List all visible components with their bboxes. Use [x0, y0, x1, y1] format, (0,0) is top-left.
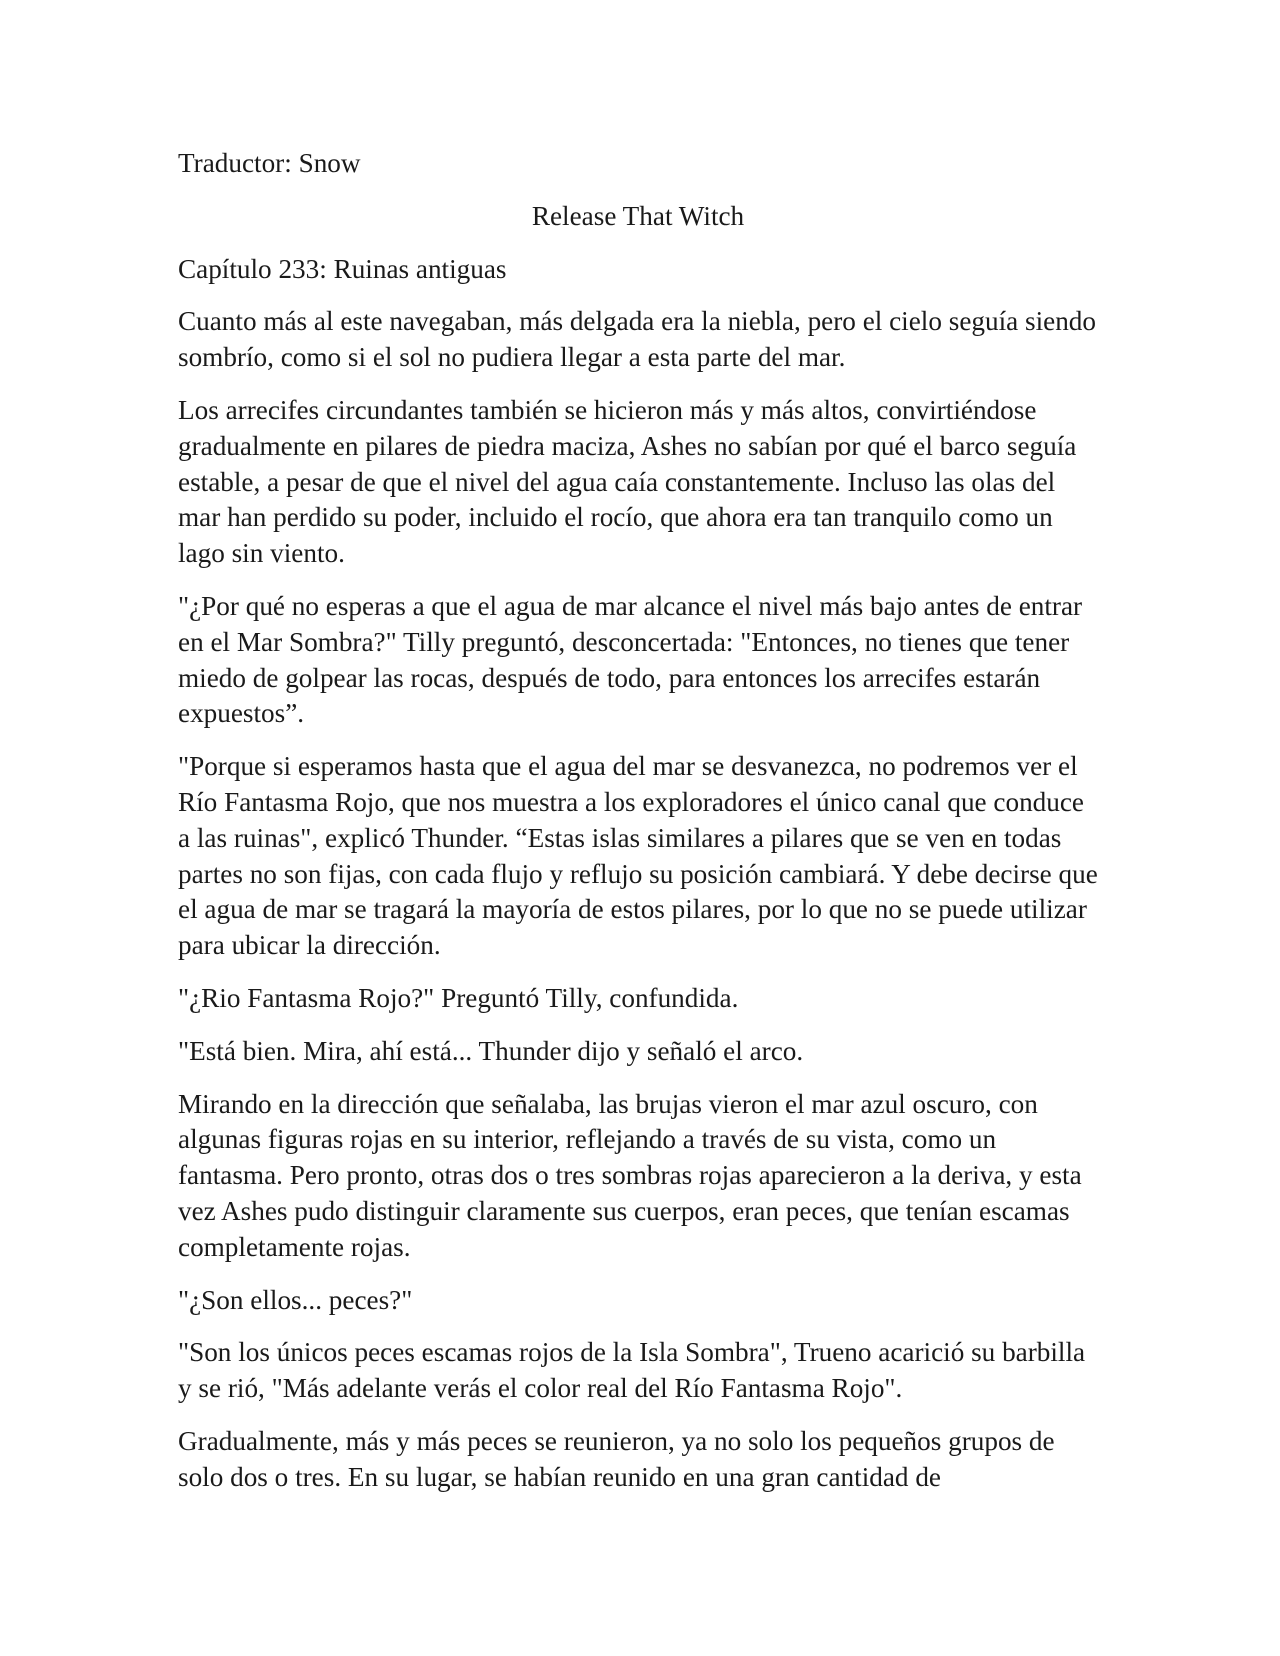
- paragraph: "Porque si esperamos hasta que el agua del mar se desvanezca, no podremos ver el Río Fantasma Rojo, que nos muestra a los exploradores el único canal que conduce a las ruinas", explicó Thunder. “Estas islas similares a pilares que se ven en todas partes no son fijas, con cada flujo y reflujo su posición cambiará. Y debe decirse que el agua de mar se tragará la mayoría de estos pilares, por lo que no se puede utilizar para ubicar la dirección.: [178, 751, 1098, 961]
- paragraph: "¿Por qué no esperas a que el agua de mar alcance el nivel más bajo antes de entrar en el Mar Sombra?" Tilly preguntó, desconcertada: "Entonces, no tienes que tener miedo de golpear las rocas, después de todo, para entonces los arrecifes estarán expuestos”.: [178, 590, 1083, 729]
- paragraph: "¿Rio Fantasma Rojo?" Preguntó Tilly, confundida.: [178, 982, 739, 1013]
- paragraph: "¿Son ellos... peces?": [178, 1284, 413, 1315]
- paragraph: Mirando en la dirección que señalaba, las brujas vieron el mar azul oscuro, con algunas figuras rojas en su interior, reflejando a través de su vista, como un fantasma. Pero pronto, otras dos o tres sombras rojas aparecieron a la deriva, y esta vez Ashes pudo distinguir claramente sus cuerpos, eran peces, que tenían escamas completamente rojas.: [178, 1088, 1082, 1262]
- book-title: Release That Witch: [531, 200, 745, 231]
- paragraph: "Son los únicos peces escamas rojos de la Isla Sombra", Trueno acarició su barbilla y se rió, "Más adelante verás el color real del Río Fantasma Rojo".: [178, 1337, 1086, 1404]
- paragraph: Los arrecifes circundantes también se hicieron más y más altos, convirtiéndose gradualmente en pilares de piedra maciza, Ashes no sabían por qué el barco seguía estable, a pesar de que el nivel del agua caía constantemente. Incluso las olas del mar han perdido su poder, incluido el rocío, que ahora era tan tranquilo como un lago sin viento.: [178, 394, 1077, 569]
- paragraph: Gradualmente, más y más peces se reunieron, ya no solo los pequeños grupos de solo dos o tres. En su lugar, se habían reunido en una gran cantidad de: [178, 1425, 1055, 1492]
- paragraph: Cuanto más al este navegaban, más delgada era la niebla, pero el cielo seguía siendo sombrío, como si el sol no pudiera llegar a esta parte del mar.: [178, 306, 1096, 373]
- translator-credit: Traductor: Snow: [178, 148, 361, 178]
- chapter-heading: Capítulo 233: Ruinas antiguas: [178, 253, 507, 284]
- document-body: [178, 146, 1098, 1513]
- paragraph: "Está bien. Mira, ahí está... Thunder dijo y señaló el arco.: [178, 1035, 804, 1066]
